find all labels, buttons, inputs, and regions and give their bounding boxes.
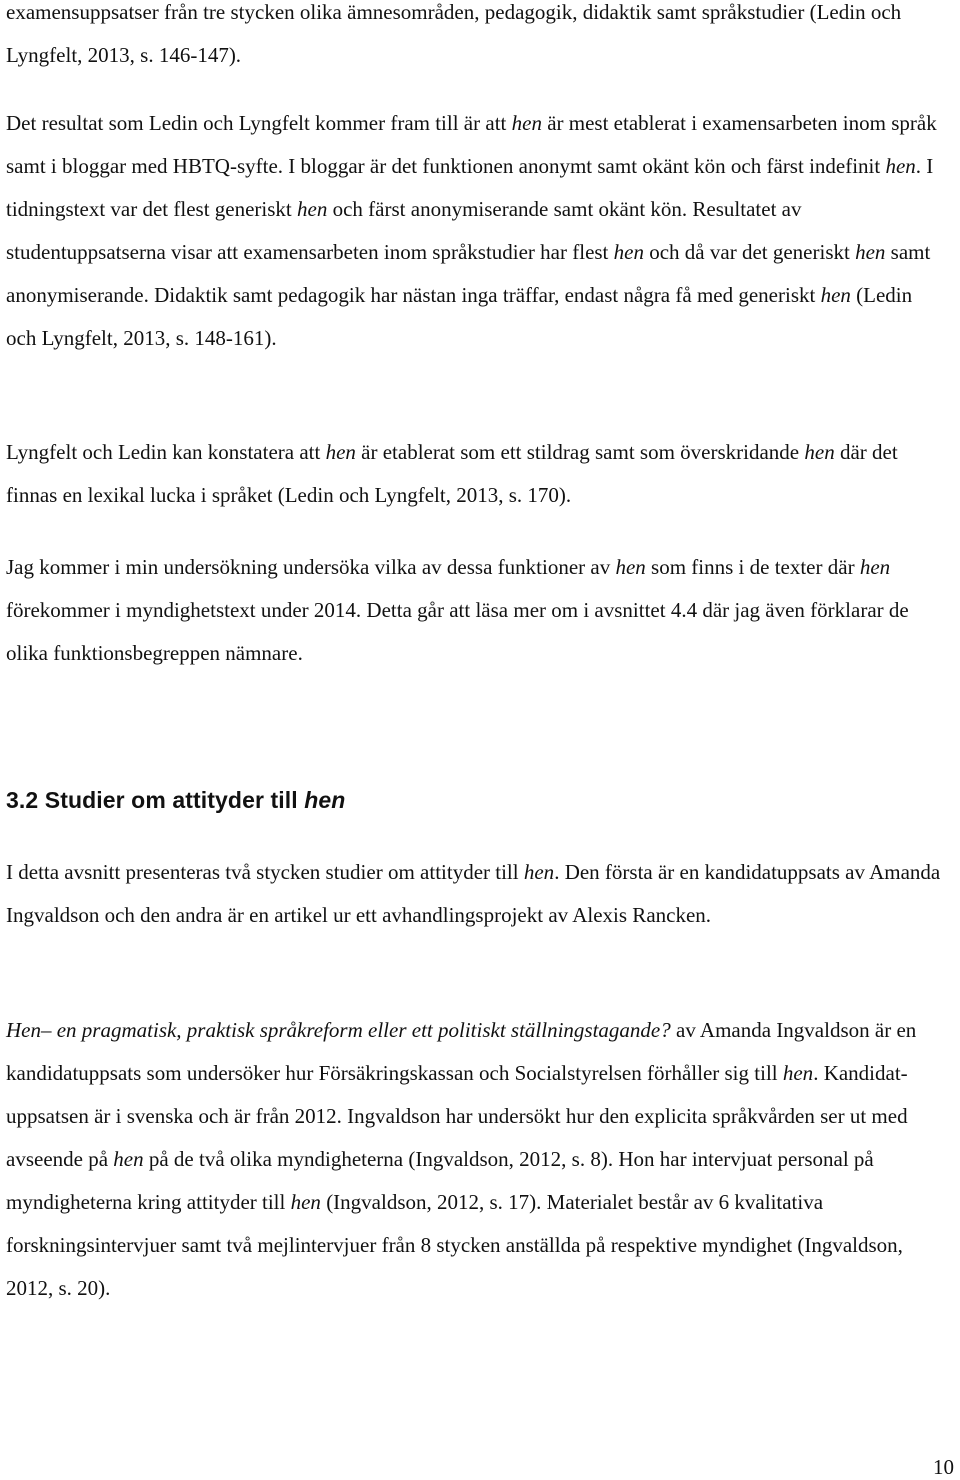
italic-term: hen (613, 240, 644, 264)
paragraph-text: där det finnas en lexikal lucka i språket (Ledin och Lyngfelt, 2013, s. 170). (6, 440, 898, 507)
italic-term: hen (782, 1061, 814, 1085)
section-heading-text: 3.2 Studier om attityder till (6, 787, 305, 813)
italic-term: hen (885, 154, 916, 178)
italic-term: hen (859, 555, 891, 579)
italic-title: Hen– en pragmatisk, praktisk språkreform eller ett politiskt ställningstagande? (6, 1018, 671, 1042)
paragraph-text: som finns i de texter där (645, 555, 860, 579)
paragraph-text: på de två olika myndigheterna (Ingvaldson, 2012, s. 8). Hon har intervjuat personal på myndigheterna kring attityder till (6, 1147, 874, 1214)
paragraph-text: . Kandidat-uppsatsen är i svenska och är från 2012. Ingvaldson har undersökt hur den explicita språkvården ser ut med avseende på (6, 1061, 908, 1171)
italic-term: hen (511, 111, 542, 135)
paragraph-text: Det resultat som Ledin och Lyngfelt kommer fram till är att (6, 111, 512, 135)
italic-term: hen (804, 440, 835, 464)
paragraph-ingvaldson (6, 1009, 946, 1310)
paragraph-stildrag (6, 431, 946, 517)
paragraph-text: och då var det generiskt (643, 240, 856, 264)
italic-term: hen (325, 440, 356, 464)
paragraph-text: och färst anonymiserande samt okänt kön. Resultatet av studentuppsatserna visar att examensarbeten inom språkstudier har flest (6, 197, 802, 264)
paragraph-section-intro (6, 851, 946, 937)
section-heading (6, 780, 345, 820)
paragraph-text: . I tidningstext var det flest generiskt (6, 154, 934, 221)
paragraph-text: Lyngfelt och Ledin kan konstatera att (6, 440, 326, 464)
paragraph-text: förekommer i myndighetstext under 2014. Detta går att läsa mer om i avsnittet 4.4 där jag även förklarar de olika funktionsbegreppen nämnare. (6, 598, 909, 665)
italic-term: hen (297, 197, 328, 221)
paragraph-text: är etablerat som ett stildrag samt som överskridande (355, 440, 805, 464)
paragraph-text: I detta avsnitt presenteras två stycken studier om attityder till (6, 860, 524, 884)
paragraph-text: är mest etablerat i examensarbeten inom språk samt i bloggar med HBTQ-syfte. I bloggar är det funktionen anonymt samt okänt kön och färst indefinit (6, 111, 937, 178)
paragraph-examensuppsatser (6, 0, 946, 77)
paragraph-min-undersokning (6, 546, 946, 675)
page-number: 10 (933, 1455, 954, 1479)
paragraph-text: (Ingvaldson, 2012, s. 17). Materialet består av 6 kvalitativa forskningsintervjuer samt två mejlintervjuer från 8 stycken anställda på respektive myndighet (Ingvaldson, 2012, s. 20). (6, 1190, 903, 1300)
italic-term: hen (290, 1190, 321, 1214)
italic-term: hen (855, 240, 886, 264)
paragraph-ledin-lyngfelt-results (6, 102, 946, 360)
paragraph-text: av Amanda Ingvaldson är en kandidatuppsats som undersöker hur Försäkringskassan och Socialstyrelsen förhåller sig till (6, 1018, 917, 1085)
italic-term: hen (523, 860, 555, 884)
paragraph-text: (Ledin och Lyngfelt, 2013, s. 148-161). (6, 283, 913, 350)
paragraph-text: . Den första är en kandidatuppsats av Amanda Ingvaldson och den andra är en artikel ur ett avhandlingsprojekt av Alexis Rancken. (6, 860, 941, 927)
italic-term: hen (615, 555, 646, 579)
paragraph-text: examensuppsatser från tre stycken olika ämnesområden, pedagogik, didaktik samt språkstudier (Ledin och Lyngfelt, 2013, s. 146-147). (6, 0, 902, 67)
paragraph-text: samt anonymiserande. Didaktik samt pedagogik har nästan inga träffar, endast några få med generiskt (6, 240, 931, 307)
italic-term: hen (113, 1147, 144, 1171)
italic-term: hen (820, 283, 851, 307)
paragraph-text: Jag kommer i min undersökning undersöka vilka av dessa funktioner av (6, 555, 616, 579)
section-heading-italic: hen (304, 787, 346, 813)
